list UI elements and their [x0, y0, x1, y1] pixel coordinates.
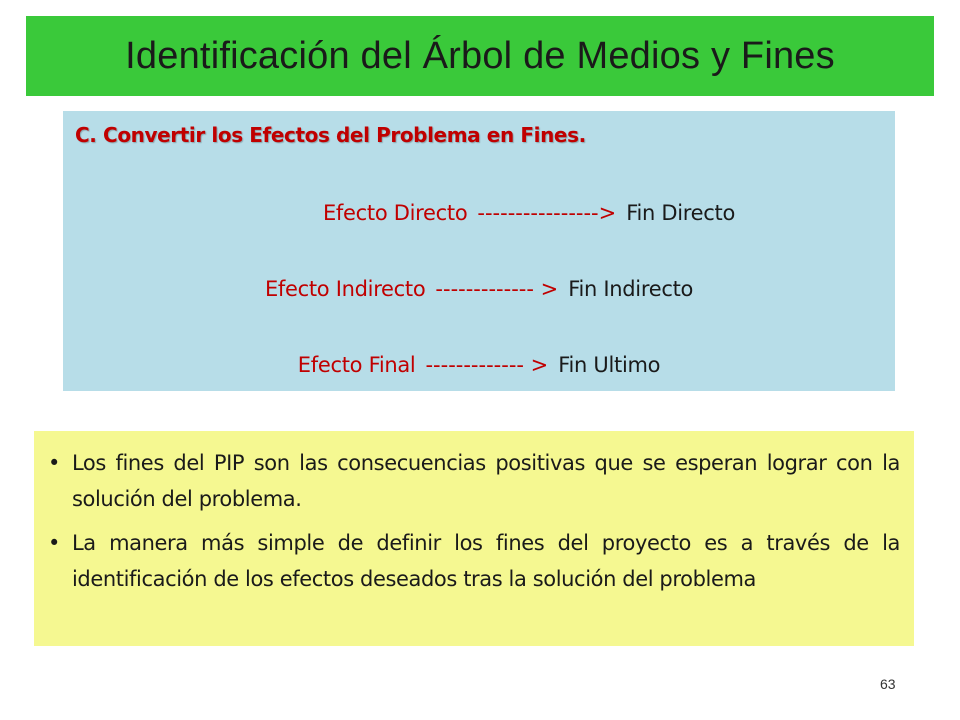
mapping-row-indirect: [83, 277, 875, 301]
list-item: [48, 525, 900, 597]
effect-label: Efecto Indirecto: [264, 277, 426, 301]
effects-to-goals-box: [63, 111, 895, 391]
goal-label: Fin Directo: [626, 201, 736, 225]
arrow-connector: ------------- >: [425, 353, 549, 377]
goal-label: Fin Ultimo: [558, 353, 661, 377]
goal-label: Fin Indirecto: [568, 277, 694, 301]
list-item: [48, 445, 900, 517]
effect-label: Efecto Directo: [322, 201, 468, 225]
mapping-row-final: [63, 353, 895, 377]
effect-label: Efecto Final: [297, 353, 416, 377]
page-number: 63: [880, 676, 896, 692]
bullet-marker: •: [48, 531, 60, 555]
bullet-text: La manera más simple de definir los fines del proyecto es a través de la identificación de los efectos deseados tras la solución del problema: [72, 531, 900, 591]
bullet-list: [48, 445, 900, 605]
bullet-text: Los fines del PIP son las consecuencias positivas que se esperan lograr con la solución del problema.: [72, 451, 900, 511]
bullet-box: [34, 431, 914, 646]
arrow-connector: ------------- >: [435, 277, 559, 301]
title-bar: [26, 16, 934, 96]
section-heading: C. Convertir los Efectos del Problema en Fines.: [75, 123, 586, 147]
arrow-connector: ---------------->: [477, 201, 617, 225]
mapping-row-direct: [163, 201, 895, 225]
slide-title: Identificación del Árbol de Medios y Fines: [125, 34, 835, 77]
bullet-marker: •: [48, 451, 60, 475]
